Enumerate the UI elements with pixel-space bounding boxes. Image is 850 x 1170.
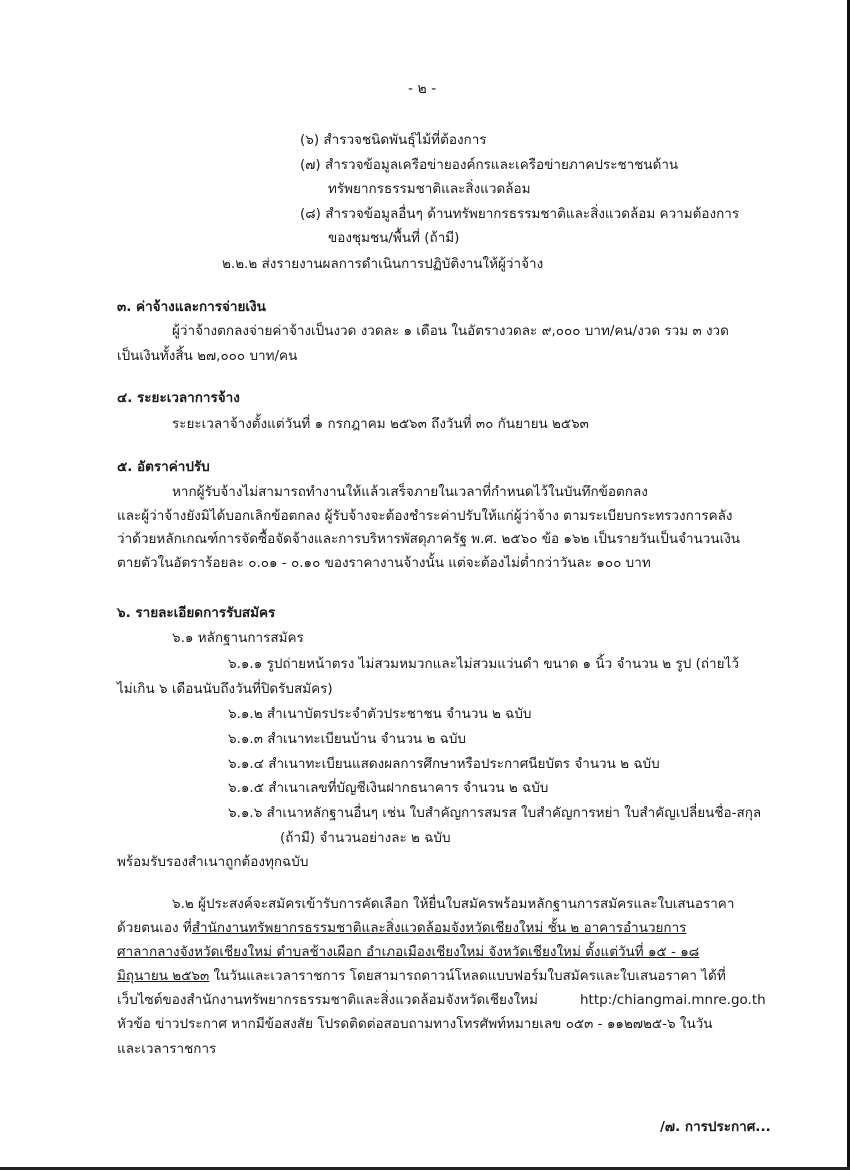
- item-6-1-6-line2: (ถ้ามี) จำนวนอย่างละ ๒ ฉบับ: [280, 830, 451, 846]
- item-6-1-1-line2: ไม่เกิน ๖ เดือนนับถึงวันที่ปิดรับสมัคร): [117, 681, 333, 697]
- list-item-2-2-2: ๒.๒.๒ ส่งรายงานผลการดำเนินการปฏิบัติงานให้ผู้ว่าจ้าง: [222, 256, 544, 272]
- para-6-2-line6: หัวข้อ ข่าวประกาศ หากมีข้อสงสัย โปรดติดต่อสอบถามทางโทรศัพท์หมายเลข ๐๕๓ - ๑๑๒๗๒๕-๖ ในวัน: [117, 1016, 713, 1032]
- para-6-2-line4: [117, 967, 726, 985]
- continuation-note: /๗. การประกาศ...: [660, 1119, 771, 1135]
- section-6-1-heading: ๖.๑ หลักฐานการสมัคร: [172, 630, 304, 646]
- section-4-line1: ระยะเวลาจ้างตั้งแต่วันที่ ๑ กรกฎาคม ๒๕๖๓ ถึงวันที่ ๓๐ กันยายน ๒๕๖๓: [172, 416, 589, 432]
- para-6-2-line4-rest: ในวันและเวลาราชการ โดยสามารถดาวน์โหลดแบบฟอร์มใบสมัครและใบเสนอราคา ได้ที่: [209, 968, 726, 984]
- section-4-heading: ๔. ระยะเวลาการจ้าง: [117, 390, 240, 406]
- section-5-line1: หากผู้รับจ้างไม่สามารถทำงานให้แล้วเสร็จภายในเวลาที่กำหนดไว้ในบันทึกข้อตกลง: [172, 484, 648, 500]
- item-6-1-2: ๖.๑.๒ สำเนาบัตรประจำตัวประชาชน จำนวน ๒ ฉบับ: [228, 706, 532, 722]
- section-6-heading: ๖. รายละเอียดการรับสมัคร: [117, 605, 276, 621]
- website-url-text: http:/chiangmai.mnre.go.th: [580, 992, 766, 1008]
- para-6-2-line2: [117, 919, 686, 937]
- para-6-2-line2-lead: ด้วยตนเอง ที่: [117, 920, 192, 936]
- item-6-1-5: ๖.๑.๕ สำเนาเลขที่บัญชีเงินฝากธนาคาร จำนวน ๒ ฉบับ: [228, 780, 549, 796]
- item-6-1-6-line1: ๖.๑.๖ สำเนาหลักฐานอื่นๆ เช่น ใบสำคัญการสมรส ใบสำคัญการหย่า ใบสำคัญเปลี่ยนชื่อ-สกุล: [228, 805, 762, 821]
- item-6-1-4: ๖.๑.๔ สำเนาทะเบียนแสดงผลการศึกษาหรือประกาศนียบัตร จำนวน ๒ ฉบับ: [228, 756, 660, 772]
- page-number: - ๒ -: [408, 81, 437, 97]
- list-item-7-line1: (๗) สำรวจข้อมูลเครือข่ายองค์กรและเครือข่ายภาคประชาชนด้าน: [300, 157, 679, 173]
- item-6-1-1-line1: ๖.๑.๑ รูปถ่ายหน้าตรง ไม่สวมหมวกและไม่สวมแว่นดำ ขนาด ๑ นิ้ว จำนวน ๒ รูป (ถ่ายไว้: [228, 656, 739, 672]
- list-item-8-line2: ของชุมชน/พื้นที่ (ถ้ามี): [328, 230, 460, 246]
- list-item-7-line2: ทรัพยากรธรรมชาติและสิ่งแวดล้อม: [328, 181, 531, 197]
- para-6-2-line7: และเวลาราชการ: [117, 1041, 217, 1057]
- date-range-underlined: มิถุนายน ๒๕๖๓: [117, 968, 210, 984]
- item-6-1-3: ๖.๑.๓ สำเนาทะเบียนบ้าน จำนวน ๒ ฉบับ: [228, 731, 466, 747]
- office-address-underlined: สำนักงานทรัพยากรธรรมชาติและสิ่งแวดล้อมจังหวัดเชียงใหม่ ชั้น ๒ อาคารอำนวยการ: [191, 920, 687, 936]
- certify-copies-note: พร้อมรับรองสำเนาถูกต้องทุกฉบับ: [117, 854, 309, 870]
- section-5-line3: ว่าด้วยหลักเกณฑ์การจัดซื้อจัดจ้างและการบริหารพัสดุภาครัฐ พ.ศ. ๒๕๖๐ ข้อ ๑๖๒ เป็นรายวันเป็นจำนวนเงิน: [117, 531, 741, 547]
- list-item-6: (๖) สำรวจชนิดพันธุ์ไม้ที่ต้องการ: [300, 132, 487, 148]
- section-5-line4: ตายตัวในอัตราร้อยละ ๐.๐๑ - ๐.๑๐ ของราคางานจ้างนั้น แต่จะต้องไม่ต่ำกว่าวันละ ๑๐๐ บาท: [117, 555, 651, 571]
- para-6-2-line1: ๖.๒ ผู้ประสงค์จะสมัครเข้ารับการคัดเลือก ให้ยื่นใบสมัครพร้อมหลักฐานการสมัครและใบเสนอราคา: [172, 896, 735, 912]
- section-3-line2: เป็นเงินทั้งสิ้น ๒๗,๐๐๐ บาท/คน: [117, 348, 298, 364]
- para-6-2-line3: ศาลากลางจังหวัดเชียงใหม่ ตำบลช้างเผือก อำเภอเมืองเชียงใหม่ จังหวัดเชียงใหม่ ตั้งแต่วันที่ ๑๕ - ๑๘: [117, 944, 700, 960]
- para-6-2-line5-website-label: เว็บไซต์ของสำนักงานทรัพยากรธรรมชาติและสิ่งแวดล้อมจังหวัดเชียงใหม่: [117, 992, 538, 1008]
- section-3-heading: ๓. ค่าจ้างและการจ่ายเงิน: [117, 299, 266, 315]
- section-5-heading: ๕. อัตราค่าปรับ: [117, 459, 210, 475]
- section-5-line2: และผู้ว่าจ้างยังมิได้บอกเลิกข้อตกลง ผู้รับจ้างจะต้องชำระค่าปรับให้แก่ผู้ว่าจ้าง ตามระเบียบกระทรวงการคลัง: [117, 508, 733, 524]
- list-item-8-line1: (๘) สำรวจข้อมูลอื่นๆ ด้านทรัพยากรธรรมชาติและสิ่งแวดล้อม ความต้องการ: [300, 206, 740, 222]
- section-3-line1: ผู้ว่าจ้างตกลงจ่ายค่าจ้างเป็นงวด งวดละ ๑ เดือน ในอัตรางวดละ ๙,๐๐๐ บาท/คน/งวด รวม ๓ งวด: [172, 323, 729, 339]
